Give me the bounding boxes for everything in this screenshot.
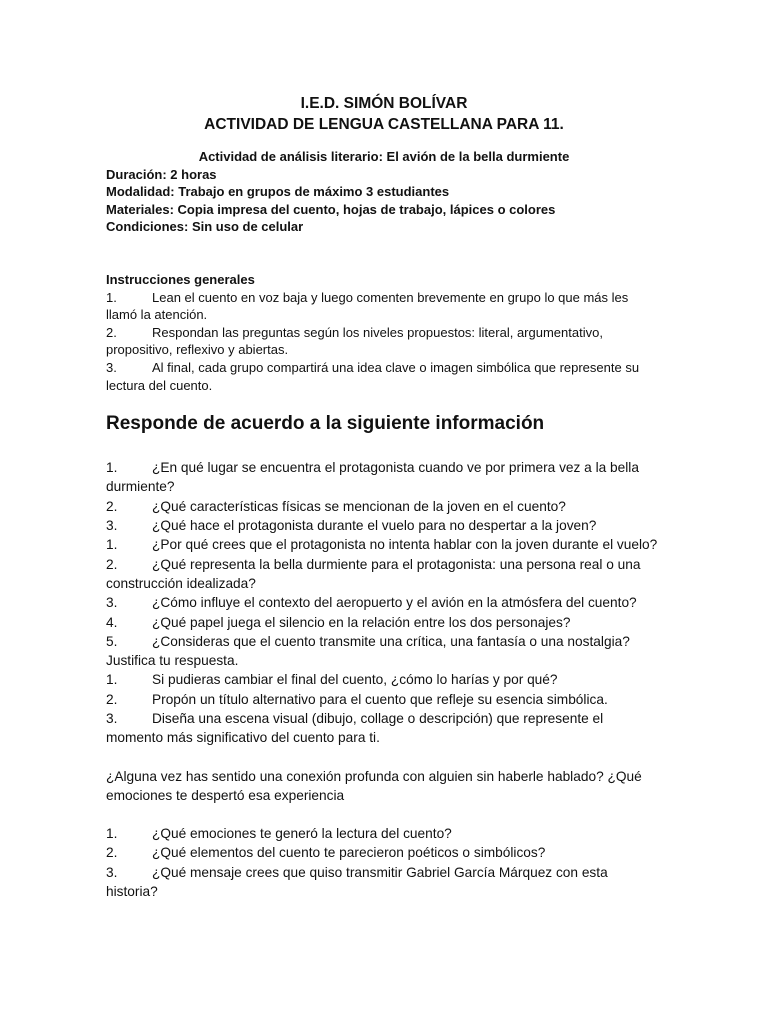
question-item <box>106 613 662 632</box>
question-item <box>106 632 662 671</box>
mode-line: Modalidad: Trabajo en grupos de máximo 3 estudiantes <box>106 184 450 200</box>
final-question-item <box>106 843 662 862</box>
final-question-text: ¿Qué emociones te generó la lectura del cuento? <box>152 826 452 842</box>
instruction-item <box>106 359 662 394</box>
question-text: ¿Por qué crees que el protagonista no intenta hablar con la joven durante el vuelo? <box>152 537 658 553</box>
instructions-title: Instrucciones generales <box>106 271 255 287</box>
school-name: I.E.D. SIMÓN BOLÍVAR <box>300 95 468 112</box>
instruction-text: Al final, cada grupo compartirá una idea clave o imagen simbólica que represente su lectura del cuento. <box>106 359 640 393</box>
instruction-text: Lean el cuento en voz baja y luego comenten brevemente en grupo lo que más les llamó la atención. <box>106 289 629 323</box>
instruction-number: 2. <box>106 324 117 340</box>
question-item <box>106 555 662 594</box>
final-question-number: 1. <box>106 826 118 842</box>
question-number: 2. <box>106 556 118 572</box>
question-text: Si pudieras cambiar el final del cuento, ¿cómo lo harías y por qué? <box>152 672 558 688</box>
question-text: ¿Qué papel juega el silencio en la relación entre los dos personajes? <box>152 614 571 630</box>
question-item <box>106 516 662 535</box>
question-list <box>106 458 662 747</box>
question-item <box>106 458 662 497</box>
question-number: 5. <box>106 633 118 649</box>
question-item <box>106 670 662 689</box>
question-item <box>106 709 662 748</box>
question-text: ¿Qué representa la bella durmiente para el protagonista: una persona real o una construcción idealizada? <box>106 556 641 591</box>
question-number: 4. <box>106 614 118 630</box>
instruction-item <box>106 289 662 324</box>
final-question-number: 2. <box>106 845 118 861</box>
final-question-list <box>106 824 662 901</box>
instruction-number: 3. <box>106 359 117 375</box>
question-text: ¿Qué hace el protagonista durante el vuelo para no despertar a la joven? <box>152 518 597 534</box>
question-number: 1. <box>106 672 118 688</box>
question-number: 3. <box>106 518 118 534</box>
final-question-number: 3. <box>106 864 118 880</box>
final-question-item <box>106 863 662 902</box>
question-text: ¿Consideras que el cuento transmite una crítica, una fantasía o una nostalgia? Justifica tu respuesta. <box>106 633 630 669</box>
instruction-item <box>106 324 662 359</box>
question-text: ¿En qué lugar se encuentra el protagonista cuando ve por primera vez a la bella durmiente? <box>106 460 639 495</box>
question-number: 1. <box>106 460 118 476</box>
question-number: 3. <box>106 595 118 611</box>
instruction-number: 1. <box>106 289 117 305</box>
instruction-text: Respondan las preguntas según los niveles propuestos: literal, argumentativo, propositivo, reflexivo y abiertas. <box>106 324 603 358</box>
duration-line: Duración: 2 horas <box>106 166 217 182</box>
question-number: 1. <box>106 537 118 553</box>
question-text: Propón un título alternativo para el cuento que refleje su esencia simbólica. <box>152 691 608 707</box>
activity-details <box>106 148 662 236</box>
document-subtitle: ACTIVIDAD DE LENGUA CASTELLANA PARA 11. <box>204 116 564 133</box>
question-text: Diseña una escena visual (dibujo, collage o descripción) que represente el momento más significativo del cuento para ti. <box>106 710 604 746</box>
activity-title: Actividad de análisis literario: El avión de la bella durmiente <box>198 149 570 164</box>
question-item <box>106 593 662 612</box>
final-question-text: ¿Qué elementos del cuento te parecieron poéticos o simbólicos? <box>152 845 546 861</box>
question-item <box>106 497 662 516</box>
question-item <box>106 690 662 709</box>
question-text: ¿Cómo influye el contexto del aeropuerto y el avión en la atmósfera del cuento? <box>152 595 637 611</box>
final-question-item <box>106 824 662 843</box>
question-number: 2. <box>106 691 118 707</box>
question-number: 3. <box>106 710 118 726</box>
question-text: ¿Qué características físicas se mencionan de la joven en el cuento? <box>152 498 566 514</box>
materials-line: Materiales: Copia impresa del cuento, hojas de trabajo, lápices o colores <box>106 201 556 217</box>
conditions-line: Condiciones: Sin uso de celular <box>106 219 304 235</box>
question-number: 2. <box>106 498 118 514</box>
reflection-paragraph: ¿Alguna vez has sentido una conexión profunda con alguien sin haberle hablado? ¿Qué emociones te despertó esa experiencia <box>106 768 642 803</box>
section-heading: Responde de acuerdo a la siguiente información <box>106 413 545 435</box>
question-item <box>106 535 662 554</box>
general-instructions <box>106 271 662 394</box>
final-question-text: ¿Qué mensaje crees que quiso transmitir Gabriel García Márquez con esta historia? <box>106 864 608 900</box>
